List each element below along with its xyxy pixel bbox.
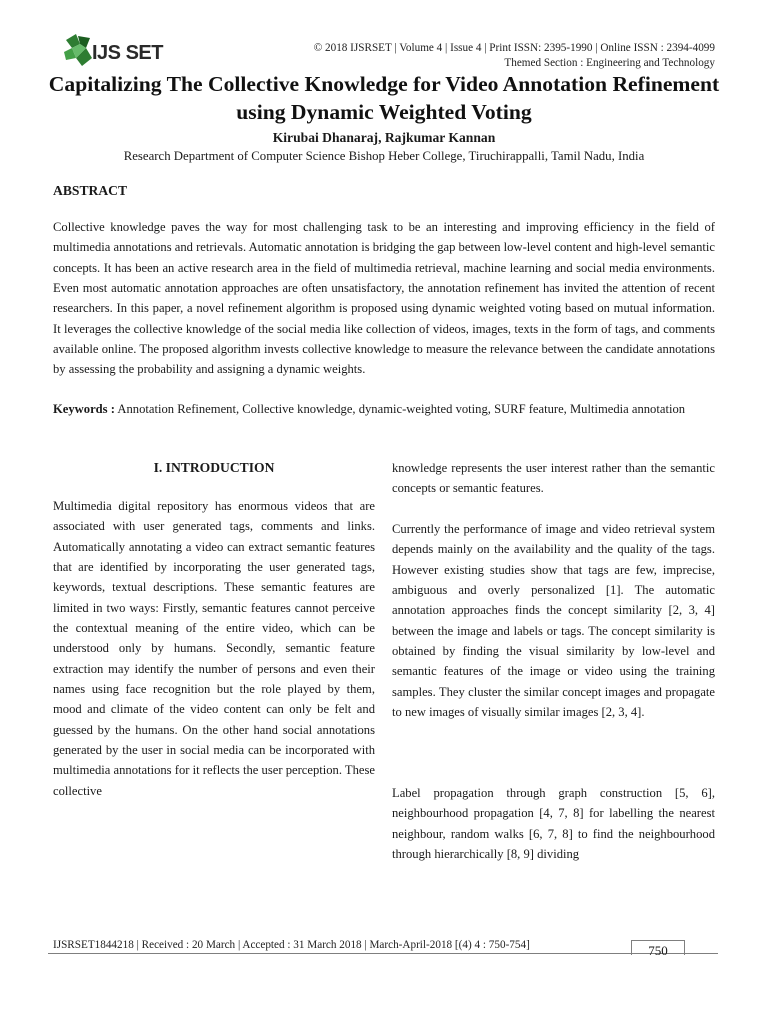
abstract-text: Collective knowledge paves the way for most challenging task to be an interesting and improving efficiency in the field of multimedia annotations and retrievals. Automatic annotation is bridging the gap between low-level content and high-level semantic concepts. It has been an active research area in the field of multimedia retrieval, machine learning and social media environments. Even most automatic annotation approaches are often unsatisfactory, the annotation refinement has invited the attention of recent researchers. In this paper, a novel refinement algorithm is proposed using dynamic weighted voting based on mutual information. It leverages the collective knowledge of the social media like collection of videos, images, texts in the form of tags, and comments available online. The proposed algorithm invests collective knowledge to measure the relevance between the candidate annotations by assessing the probability and assigning a dynamic weights. <box>53 220 715 377</box>
themed-section-line: Themed Section : Engineering and Technology <box>504 57 715 69</box>
page-number: 750 <box>631 940 685 955</box>
right-column-paragraph-3: Label propagation through graph construction [5, 6], neighbourhood propagation [4, 7, 8] for labelling the nearest neighbour, random walks [6, 7, 8] to find the neighbourhood through hierarchically [8, 9] dividing <box>392 786 715 862</box>
paper-affiliation: Research Department of Computer Science Bishop Heber College, Tiruchirappalli, Tamil Nadu, India <box>123 149 645 163</box>
keywords-list: Annotation Refinement, Collective knowledge, dynamic-weighted voting, SURF feature, Multimedia annotation <box>117 402 686 416</box>
footer-info: IJSRSET1844218 | Received : 20 March | Accepted : 31 March 2018 | March-April-2018 [(4) 4 : 750-754] <box>53 939 530 951</box>
abstract-heading: ABSTRACT <box>53 183 128 198</box>
journal-logo-text: IJS SET <box>92 42 163 64</box>
citation-line: © 2018 IJSRSET | Volume 4 | Issue 4 | Print ISSN: 2395-1990 | Online ISSN : 2394-4099 <box>313 42 715 54</box>
left-column-paragraph: Multimedia digital repository has enormous videos that are associated with user generated tags, comments and links. Automatically annotating a video can extract semantic features that are identified by incorporating the user generated tags, keywords, textual descriptions. These semantic features are limited in two ways: Firstly, semantic features cannot perceive the contextual meaning of the entire video, which can be understood only by humans. Secondly, semantic feature extraction may identify the number of persons and even their names using face recognition but the role played by them, mood and climate of the video content can only be felt and guessed by the humans. On the other hand social annotations generated by the user in social media can be incorporated with multimedia annotations for it reflects the user perception. These collective <box>53 499 375 798</box>
keywords <box>53 399 715 419</box>
footer-rule <box>48 953 718 954</box>
paper-authors: Kirubai Dhanaraj, Rajkumar Kannan <box>272 130 496 145</box>
section-heading-introduction: I. INTRODUCTION <box>153 460 275 475</box>
journal-header-info <box>314 41 715 71</box>
paper-title: Capitalizing The Collective Knowledge for Video Annotation Refinement using Dynamic Weighted Voting <box>48 72 720 124</box>
right-column-paragraph-1: knowledge represents the user interest rather than the semantic concepts or semantic features. <box>392 461 715 496</box>
leaf-logo-icon <box>62 32 96 70</box>
right-column-paragraph-2: Currently the performance of image and video retrieval system depends mainly on the availability and the quality of the tags. However existing studies show that tags are few, imprecise, ambiguous and overly personalized [1]. The automatic annotation approaches finds the concept similarity [2, 3, 4] between the image and labels or tags. The concept similarity is obtained by finding the visual similarity by low-level and semantic features of the image or video using the training samples. They cluster the similar concept images and propagate to new images of visually similar images [2, 3, 4]. <box>392 522 715 720</box>
keywords-label: Keywords : <box>53 402 115 416</box>
